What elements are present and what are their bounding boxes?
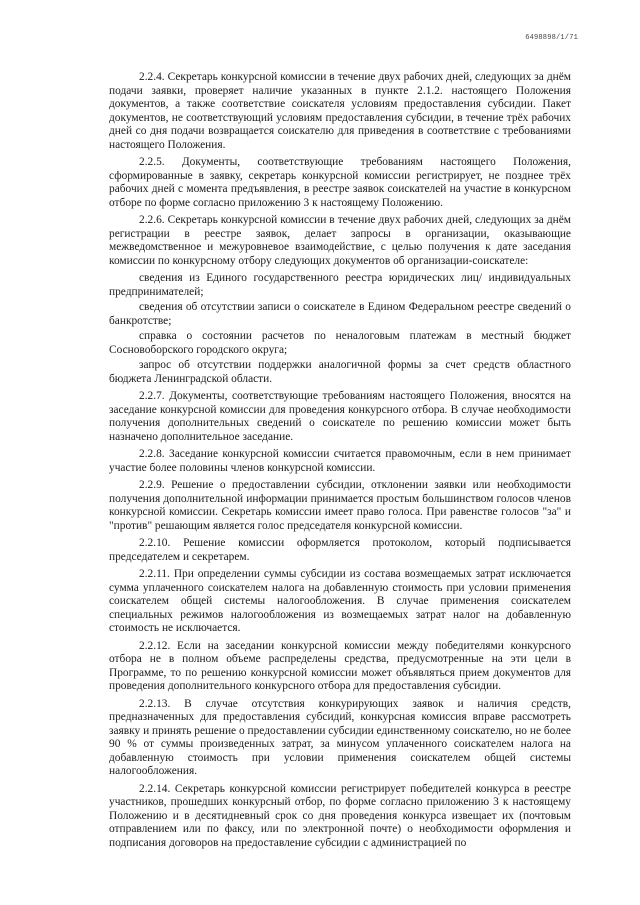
paragraph-2-2-5: 2.2.5. Документы, соответствующие требованиям настоящего Положения, сформированные в заявку, секретарь конкурсной комиссии регистрирует, не позднее трёх рабочих дней с момента предъявления, в реестре заявок соискателей на участие в конкурсном отборе по форме согласно приложению 3 к настоящему Положению.	[109, 156, 571, 209]
document-body	[109, 71, 571, 854]
list-item-payments: справка о состоянии расчетов по неналоговым платежам в местный бюджет Сосновоборского городского округа;	[109, 330, 571, 356]
paragraph-2-2-9: 2.2.9. Решение о предоставлении субсидии, отклонении заявки или необходимости получения дополнительной информации принимается простым большинством голосов членов конкурсной комиссии. Секретарь комиссии имеет право голоса. При равенстве голосов "за" и "против" решающим является голос председателя конкурсной комиссии.	[109, 479, 571, 532]
list-item-bankruptcy: сведения об отсутствии записи о соискателе в Едином Федеральном реестре сведений о банкротстве;	[109, 301, 571, 327]
paragraph-2-2-14: 2.2.14. Секретарь конкурсной комиссии регистрирует победителей конкурса в реестре участников, прошедших конкурсный отбор, по форме согласно приложению 3 к настоящему Положению и в десятидневный срок со дня проведения конкурса извещает их (почтовым отправлением или по факсу, или по электронной почте) о необходимости оформления и подписания договоров на предоставление субсидии с администрацией по	[109, 782, 571, 849]
paragraph-2-2-7: 2.2.7. Документы, соответствующие требованиям настоящего Положения, вносятся на заседание конкурсной комиссии для проведения конкурсного отбора. В случае необходимости получения дополнительных сведений о соискателе по решению комиссии может быть назначено дополнительное заседание.	[109, 390, 571, 443]
list-item-regional-support: запрос об отсутствии поддержки аналогичной формы за счет средств областного бюджета Ленинградской области.	[109, 359, 571, 385]
paragraph-2-2-13: 2.2.13. В случае отсутствия конкурирующих заявок и наличия средств, предназначенных для предоставления субсидий, конкурсная комиссия вправе рассмотреть заявку и принять решение о предоставлении субсидии единственному соискателю, но не более 90 % от суммы произведенных затрат, за минусом уплаченного соискателем налога на добавленную стоимость при условии применения соискателем общей системы налогообложения.	[109, 697, 571, 777]
paragraph-2-2-10: 2.2.10. Решение комиссии оформляется протоколом, который подписывается председателем и секретарем.	[109, 537, 571, 563]
paragraph-2-2-6: 2.2.6. Секретарь конкурсной комиссии в течение двух рабочих дней, следующих за днём регистрации в реестре заявок, делает запросы в организации, оказывающие межведомственное и межуровневое взаимодействие, с целью получения к дате заседания комиссии по конкурсному отбору следующих документов об организации-соискателе:	[109, 214, 571, 267]
paragraph-2-2-11: 2.2.11. При определении суммы субсидии из состава возмещаемых затрат исключается сумма уплаченного соискателем налога на добавленную стоимость при условии применения соискателем общей системы налогообложения. В случае применения соискателем специальных режимов налогообложения из возмещаемых затрат налог на добавленную стоимость не исключается.	[109, 568, 571, 634]
document-code: 6498898/1/71	[525, 34, 578, 42]
paragraph-2-2-12: 2.2.12. Если на заседании конкурсной комиссии между победителями конкурсного отбора не в полном объеме распределены средства, предусмотренные на эти цели в Программе, то по решению конкурсной комиссии может объявляться прием документов для проведения дополнительного конкурсного отбора для предоставления субсидии.	[109, 639, 571, 692]
paragraph-2-2-8: 2.2.8. Заседание конкурсной комиссии считается правомочным, если в нем принимает участие более половины членов конкурсной комиссии.	[109, 448, 571, 474]
list-item-egrul: сведения из Единого государственного реестра юридических лиц/ индивидуальных предпринимателей;	[109, 272, 571, 298]
paragraph-2-2-4: 2.2.4. Секретарь конкурсной комиссии в течение двух рабочих дней, следующих за днём подачи заявки, проверяет наличие указанных в пункте 2.1.2. настоящего Положения документов, а также соответствие соискателя условиям предоставления субсидии. Пакет документов, не соответствующий условиям предоставления субсидии, в течение трёх рабочих дней со дня подачи возвращается соискателю для приведения в соответствие с требованиями настоящего Положения.	[109, 71, 571, 151]
